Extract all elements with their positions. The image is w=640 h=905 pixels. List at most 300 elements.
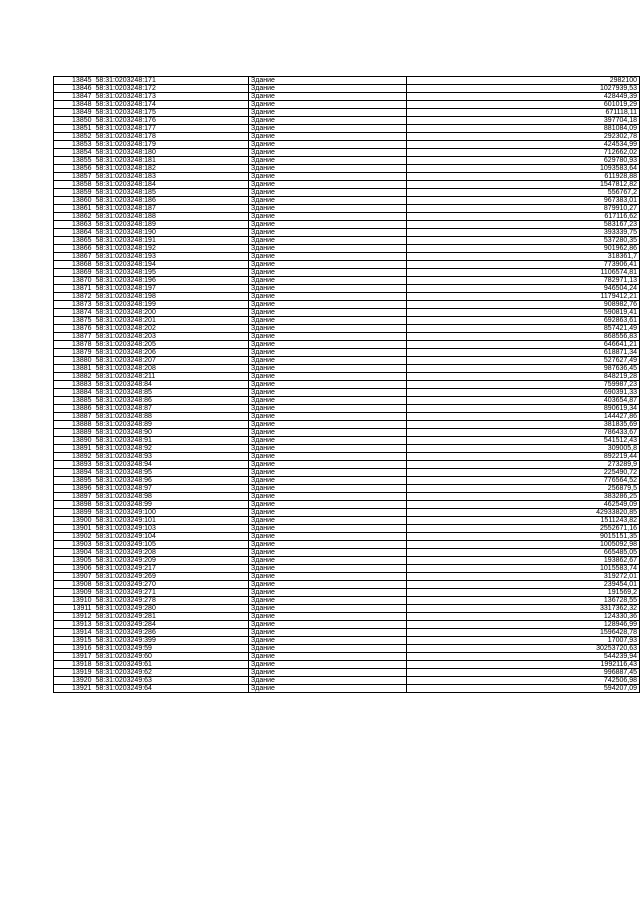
cadastral-value-cell: 9015151,35	[407, 533, 640, 541]
table-row	[54, 253, 640, 261]
cadastral-number-cell: 58:31:0203249:280	[94, 605, 249, 613]
cadastral-value-table	[53, 76, 640, 693]
row-number-cell: 13857	[54, 173, 94, 181]
table-row	[54, 533, 640, 541]
cadastral-value-cell: 665485,05	[407, 549, 640, 557]
table-row	[54, 597, 640, 605]
cadastral-value-cell: 890619,34	[407, 405, 640, 413]
cadastral-number-cell: 58:31:0203249:271	[94, 589, 249, 597]
row-number-cell: 13854	[54, 149, 94, 157]
cadastral-number-cell: 58:31:0203248:93	[94, 453, 249, 461]
cadastral-value-cell: 541512,43	[407, 437, 640, 445]
cadastral-value-cell: 256879,5	[407, 485, 640, 493]
table-row	[54, 221, 640, 229]
row-number-cell: 13892	[54, 453, 94, 461]
cadastral-number-cell: 58:31:0203248:84	[94, 381, 249, 389]
table-row	[54, 549, 640, 557]
table-row	[54, 421, 640, 429]
object-type-cell: Здание	[249, 413, 407, 421]
object-type-cell: Здание	[249, 677, 407, 685]
table-row	[54, 629, 640, 637]
object-type-cell: Здание	[249, 541, 407, 549]
row-number-cell: 13884	[54, 389, 94, 397]
object-type-cell: Здание	[249, 557, 407, 565]
object-type-cell: Здание	[249, 645, 407, 653]
cadastral-value-cell: 309005,8	[407, 445, 640, 453]
row-number-cell: 13864	[54, 229, 94, 237]
object-type-cell: Здание	[249, 533, 407, 541]
cadastral-value-cell: 671118,11	[407, 109, 640, 117]
cadastral-value-cell: 239454,01	[407, 581, 640, 589]
cadastral-value-cell: 773906,41	[407, 261, 640, 269]
row-number-cell: 13888	[54, 421, 94, 429]
table-row	[54, 141, 640, 149]
cadastral-number-cell: 58:31:0203248:85	[94, 389, 249, 397]
cadastral-number-cell: 58:31:0203248:187	[94, 205, 249, 213]
table-row	[54, 285, 640, 293]
table-row	[54, 621, 640, 629]
table-row	[54, 93, 640, 101]
object-type-cell: Здание	[249, 317, 407, 325]
table-row	[54, 293, 640, 301]
row-number-cell: 13912	[54, 613, 94, 621]
object-type-cell: Здание	[249, 181, 407, 189]
table-row	[54, 189, 640, 197]
table-row	[54, 205, 640, 213]
row-number-cell: 13908	[54, 581, 94, 589]
cadastral-number-cell: 58:31:0203248:201	[94, 317, 249, 325]
cadastral-value-cell: 618871,34	[407, 349, 640, 357]
cadastral-value-cell: 590819,41	[407, 309, 640, 317]
cadastral-number-cell: 58:31:0203249:270	[94, 581, 249, 589]
cadastral-value-cell: 908982,76	[407, 301, 640, 309]
cadastral-value-cell: 1106574,81	[407, 269, 640, 277]
cadastral-value-cell: 601019,29	[407, 101, 640, 109]
object-type-cell: Здание	[249, 573, 407, 581]
table-row	[54, 605, 640, 613]
cadastral-value-cell: 776564,52	[407, 477, 640, 485]
cadastral-number-cell: 58:31:0203249:104	[94, 533, 249, 541]
cadastral-value-cell: 879910,27	[407, 205, 640, 213]
object-type-cell: Здание	[249, 213, 407, 221]
cadastral-value-cell: 319272,01	[407, 573, 640, 581]
table-row	[54, 557, 640, 565]
row-number-cell: 13868	[54, 261, 94, 269]
cadastral-number-cell: 58:31:0203248:203	[94, 333, 249, 341]
table-row	[54, 509, 640, 517]
cadastral-value-cell: 967383,01	[407, 197, 640, 205]
cadastral-value-cell: 2982100	[407, 77, 640, 85]
table-row	[54, 173, 640, 181]
cadastral-number-cell: 58:31:0203248:200	[94, 309, 249, 317]
object-type-cell: Здание	[249, 205, 407, 213]
table-row	[54, 413, 640, 421]
object-type-cell: Здание	[249, 669, 407, 677]
cadastral-number-cell: 58:31:0203248:177	[94, 125, 249, 133]
table-row	[54, 381, 640, 389]
table-row	[54, 677, 640, 685]
object-type-cell: Здание	[249, 269, 407, 277]
object-type-cell: Здание	[249, 589, 407, 597]
cadastral-value-cell: 629780,93	[407, 157, 640, 165]
table-row	[54, 349, 640, 357]
table-row	[54, 661, 640, 669]
table-row	[54, 645, 640, 653]
row-number-cell: 13867	[54, 253, 94, 261]
row-number-cell: 13882	[54, 373, 94, 381]
row-number-cell: 13851	[54, 125, 94, 133]
table-row	[54, 637, 640, 645]
cadastral-value-cell: 17007,93	[407, 637, 640, 645]
table-row	[54, 133, 640, 141]
cadastral-value-cell: 3317362,32	[407, 605, 640, 613]
row-number-cell: 13856	[54, 165, 94, 173]
cadastral-value-cell: 848219,28	[407, 373, 640, 381]
object-type-cell: Здание	[249, 501, 407, 509]
cadastral-value-cell: 42933820,85	[407, 509, 640, 517]
table-row	[54, 109, 640, 117]
object-type-cell: Здание	[249, 597, 407, 605]
cadastral-value-cell: 544239,94	[407, 653, 640, 661]
table-row	[54, 317, 640, 325]
object-type-cell: Здание	[249, 445, 407, 453]
cadastral-value-cell: 1093583,64	[407, 165, 640, 173]
object-type-cell: Здание	[249, 333, 407, 341]
row-number-cell: 13850	[54, 117, 94, 125]
object-type-cell: Здание	[249, 285, 407, 293]
object-type-cell: Здание	[249, 197, 407, 205]
cadastral-number-cell: 58:31:0203248:180	[94, 149, 249, 157]
cadastral-number-cell: 58:31:0203249:105	[94, 541, 249, 549]
row-number-cell: 13887	[54, 413, 94, 421]
row-number-cell: 13894	[54, 469, 94, 477]
cadastral-number-cell: 58:31:0203248:95	[94, 469, 249, 477]
row-number-cell: 13875	[54, 317, 94, 325]
row-number-cell: 13905	[54, 557, 94, 565]
table-row	[54, 245, 640, 253]
table-row	[54, 229, 640, 237]
object-type-cell: Здание	[249, 93, 407, 101]
row-number-cell: 13896	[54, 485, 94, 493]
row-number-cell: 13853	[54, 141, 94, 149]
table-row	[54, 213, 640, 221]
object-type-cell: Здание	[249, 477, 407, 485]
table-row	[54, 469, 640, 477]
cadastral-number-cell: 58:31:0203248:207	[94, 357, 249, 365]
cadastral-number-cell: 58:31:0203249:62	[94, 669, 249, 677]
object-type-cell: Здание	[249, 549, 407, 557]
table-body	[54, 77, 640, 693]
table-row	[54, 437, 640, 445]
cadastral-value-cell: 759987,23	[407, 381, 640, 389]
object-type-cell: Здание	[249, 397, 407, 405]
row-number-cell: 13903	[54, 541, 94, 549]
object-type-cell: Здание	[249, 525, 407, 533]
row-number-cell: 13874	[54, 309, 94, 317]
table-row	[54, 325, 640, 333]
cadastral-value-cell: 892219,44	[407, 453, 640, 461]
cadastral-value-cell: 537280,35	[407, 237, 640, 245]
object-type-cell: Здание	[249, 381, 407, 389]
table-row	[54, 389, 640, 397]
row-number-cell: 13915	[54, 637, 94, 645]
row-number-cell: 13910	[54, 597, 94, 605]
cadastral-value-cell: 124330,36	[407, 613, 640, 621]
cadastral-value-cell: 1179412,21	[407, 293, 640, 301]
table-row	[54, 581, 640, 589]
cadastral-value-cell: 712662,02	[407, 149, 640, 157]
cadastral-number-cell: 58:31:0203249:61	[94, 661, 249, 669]
row-number-cell: 13862	[54, 213, 94, 221]
cadastral-number-cell: 58:31:0203248:205	[94, 341, 249, 349]
row-number-cell: 13899	[54, 509, 94, 517]
cadastral-value-cell: 1596428,78	[407, 629, 640, 637]
row-number-cell: 13921	[54, 685, 94, 693]
cadastral-value-cell: 1511243,82	[407, 517, 640, 525]
cadastral-number-cell: 58:31:0203248:197	[94, 285, 249, 293]
row-number-cell: 13898	[54, 501, 94, 509]
object-type-cell: Здание	[249, 461, 407, 469]
table-row	[54, 77, 640, 85]
cadastral-number-cell: 58:31:0203249:269	[94, 573, 249, 581]
table-row	[54, 157, 640, 165]
cadastral-number-cell: 58:31:0203249:284	[94, 621, 249, 629]
row-number-cell: 13889	[54, 429, 94, 437]
cadastral-value-cell: 1027939,53	[407, 85, 640, 93]
object-type-cell: Здание	[249, 349, 407, 357]
cadastral-value-cell: 611928,88	[407, 173, 640, 181]
object-type-cell: Здание	[249, 309, 407, 317]
cadastral-value-cell: 128946,99	[407, 621, 640, 629]
cadastral-number-cell: 58:31:0203248:191	[94, 237, 249, 245]
table-row	[54, 525, 640, 533]
table-row	[54, 613, 640, 621]
row-number-cell: 13907	[54, 573, 94, 581]
table-row	[54, 453, 640, 461]
row-number-cell: 13871	[54, 285, 94, 293]
row-number-cell: 13865	[54, 237, 94, 245]
object-type-cell: Здание	[249, 621, 407, 629]
object-type-cell: Здание	[249, 293, 407, 301]
row-number-cell: 13918	[54, 661, 94, 669]
cadastral-number-cell: 58:31:0203248:178	[94, 133, 249, 141]
row-number-cell: 13885	[54, 397, 94, 405]
row-number-cell: 13863	[54, 221, 94, 229]
table-row	[54, 373, 640, 381]
cadastral-value-cell: 397704,18	[407, 117, 640, 125]
cadastral-number-cell: 58:31:0203248:192	[94, 245, 249, 253]
row-number-cell: 13881	[54, 365, 94, 373]
row-number-cell: 13848	[54, 101, 94, 109]
table-row	[54, 405, 640, 413]
object-type-cell: Здание	[249, 469, 407, 477]
cadastral-number-cell: 58:31:0203248:96	[94, 477, 249, 485]
object-type-cell: Здание	[249, 373, 407, 381]
object-type-cell: Здание	[249, 421, 407, 429]
row-number-cell: 13916	[54, 645, 94, 653]
object-type-cell: Здание	[249, 117, 407, 125]
table-row	[54, 565, 640, 573]
cadastral-value-cell: 273289,9	[407, 461, 640, 469]
object-type-cell: Здание	[249, 253, 407, 261]
cadastral-number-cell: 58:31:0203249:101	[94, 517, 249, 525]
cadastral-number-cell: 58:31:0203249:286	[94, 629, 249, 637]
row-number-cell: 13878	[54, 341, 94, 349]
object-type-cell: Здание	[249, 77, 407, 85]
table-row	[54, 365, 640, 373]
cadastral-value-cell: 556767,2	[407, 189, 640, 197]
cadastral-number-cell: 58:31:0203249:281	[94, 613, 249, 621]
cadastral-number-cell: 58:31:0203249:59	[94, 645, 249, 653]
cadastral-number-cell: 58:31:0203248:88	[94, 413, 249, 421]
object-type-cell: Здание	[249, 277, 407, 285]
row-number-cell: 13852	[54, 133, 94, 141]
row-number-cell: 13858	[54, 181, 94, 189]
cadastral-number-cell: 58:31:0203249:399	[94, 637, 249, 645]
cadastral-value-cell: 1015583,74	[407, 565, 640, 573]
object-type-cell: Здание	[249, 509, 407, 517]
object-type-cell: Здание	[249, 485, 407, 493]
row-number-cell: 13906	[54, 565, 94, 573]
table-row	[54, 125, 640, 133]
cadastral-value-cell: 1992116,43	[407, 661, 640, 669]
cadastral-value-cell: 381835,69	[407, 421, 640, 429]
object-type-cell: Здание	[249, 141, 407, 149]
table-row	[54, 429, 640, 437]
cadastral-number-cell: 58:31:0203249:64	[94, 685, 249, 693]
cadastral-number-cell: 58:31:0203249:209	[94, 557, 249, 565]
object-type-cell: Здание	[249, 365, 407, 373]
cadastral-number-cell: 58:31:0203248:174	[94, 101, 249, 109]
cadastral-value-cell: 946504,24	[407, 285, 640, 293]
cadastral-number-cell: 58:31:0203248:199	[94, 301, 249, 309]
table-row	[54, 101, 640, 109]
cadastral-number-cell: 58:31:0203249:63	[94, 677, 249, 685]
cadastral-value-cell: 987636,45	[407, 365, 640, 373]
cadastral-number-cell: 58:31:0203248:97	[94, 485, 249, 493]
object-type-cell: Здание	[249, 661, 407, 669]
object-type-cell: Здание	[249, 581, 407, 589]
object-type-cell: Здание	[249, 685, 407, 693]
cadastral-number-cell: 58:31:0203248:206	[94, 349, 249, 357]
cadastral-number-cell: 58:31:0203248:181	[94, 157, 249, 165]
row-number-cell: 13870	[54, 277, 94, 285]
cadastral-number-cell: 58:31:0203248:86	[94, 397, 249, 405]
cadastral-value-cell: 292302,78	[407, 133, 640, 141]
cadastral-number-cell: 58:31:0203248:196	[94, 277, 249, 285]
cadastral-value-cell: 191569,2	[407, 589, 640, 597]
table-row	[54, 541, 640, 549]
cadastral-number-cell: 58:31:0203249:60	[94, 653, 249, 661]
cadastral-number-cell: 58:31:0203249:100	[94, 509, 249, 517]
cadastral-number-cell: 58:31:0203248:98	[94, 493, 249, 501]
object-type-cell: Здание	[249, 453, 407, 461]
row-number-cell: 13869	[54, 269, 94, 277]
row-number-cell: 13872	[54, 293, 94, 301]
cadastral-value-cell: 527627,49	[407, 357, 640, 365]
object-type-cell: Здание	[249, 109, 407, 117]
cadastral-number-cell: 58:31:0203248:94	[94, 461, 249, 469]
cadastral-value-cell: 690391,33	[407, 389, 640, 397]
table-row	[54, 445, 640, 453]
object-type-cell: Здание	[249, 565, 407, 573]
object-type-cell: Здание	[249, 301, 407, 309]
row-number-cell: 13849	[54, 109, 94, 117]
table-row	[54, 517, 640, 525]
object-type-cell: Здание	[249, 165, 407, 173]
cadastral-value-cell: 786433,67	[407, 429, 640, 437]
row-number-cell: 13866	[54, 245, 94, 253]
object-type-cell: Здание	[249, 405, 407, 413]
cadastral-number-cell: 58:31:0203248:183	[94, 173, 249, 181]
cadastral-number-cell: 58:31:0203248:179	[94, 141, 249, 149]
cadastral-number-cell: 58:31:0203248:87	[94, 405, 249, 413]
row-number-cell: 13900	[54, 517, 94, 525]
row-number-cell: 13911	[54, 605, 94, 613]
cadastral-value-cell: 193862,67	[407, 557, 640, 565]
row-number-cell: 13873	[54, 301, 94, 309]
table-row	[54, 261, 640, 269]
object-type-cell: Здание	[249, 325, 407, 333]
row-number-cell: 13891	[54, 445, 94, 453]
table-row	[54, 501, 640, 509]
table-row	[54, 653, 640, 661]
cadastral-number-cell: 58:31:0203248:173	[94, 93, 249, 101]
row-number-cell: 13920	[54, 677, 94, 685]
cadastral-value-cell: 881084,09	[407, 125, 640, 133]
object-type-cell: Здание	[249, 437, 407, 445]
row-number-cell: 13886	[54, 405, 94, 413]
cadastral-number-cell: 58:31:0203248:184	[94, 181, 249, 189]
cadastral-number-cell: 58:31:0203249:217	[94, 565, 249, 573]
row-number-cell: 13880	[54, 357, 94, 365]
cadastral-value-cell: 646641,21	[407, 341, 640, 349]
row-number-cell: 13876	[54, 325, 94, 333]
cadastral-value-cell: 225490,72	[407, 469, 640, 477]
cadastral-value-cell: 2552671,16	[407, 525, 640, 533]
cadastral-value-cell: 1005092,98	[407, 541, 640, 549]
cadastral-number-cell: 58:31:0203248:175	[94, 109, 249, 117]
cadastral-number-cell: 58:31:0203248:198	[94, 293, 249, 301]
row-number-cell: 13909	[54, 589, 94, 597]
table-row	[54, 309, 640, 317]
cadastral-value-cell: 428449,39	[407, 93, 640, 101]
row-number-cell: 13902	[54, 533, 94, 541]
object-type-cell: Здание	[249, 237, 407, 245]
cadastral-value-cell: 318361,7	[407, 253, 640, 261]
object-type-cell: Здание	[249, 261, 407, 269]
table-row	[54, 117, 640, 125]
cadastral-value-cell: 692863,61	[407, 317, 640, 325]
object-type-cell: Здание	[249, 221, 407, 229]
row-number-cell: 13883	[54, 381, 94, 389]
table-row	[54, 685, 640, 693]
cadastral-value-cell: 144427,86	[407, 413, 640, 421]
row-number-cell: 13913	[54, 621, 94, 629]
row-number-cell: 13845	[54, 77, 94, 85]
object-type-cell: Здание	[249, 149, 407, 157]
cadastral-value-cell: 901962,86	[407, 245, 640, 253]
cadastral-number-cell: 58:31:0203248:91	[94, 437, 249, 445]
object-type-cell: Здание	[249, 173, 407, 181]
table-row	[54, 477, 640, 485]
object-type-cell: Здание	[249, 101, 407, 109]
row-number-cell: 13847	[54, 93, 94, 101]
cadastral-number-cell: 58:31:0203248:171	[94, 77, 249, 85]
row-number-cell: 13893	[54, 461, 94, 469]
table-row	[54, 165, 640, 173]
table-row	[54, 589, 640, 597]
